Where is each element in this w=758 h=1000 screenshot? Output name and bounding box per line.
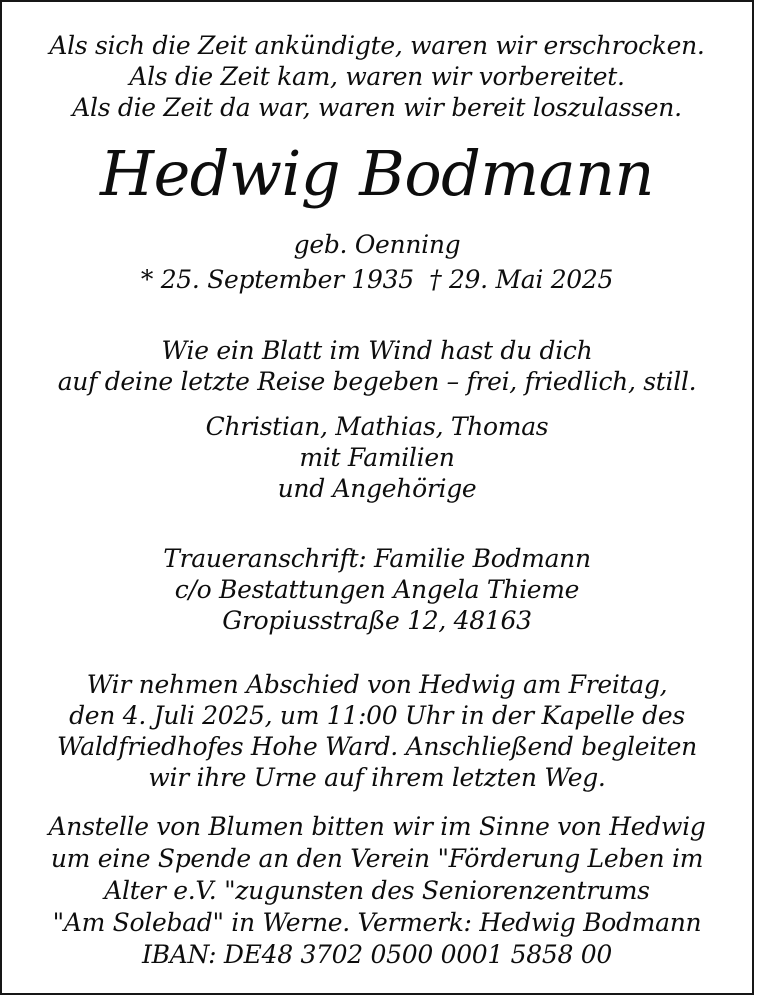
mourners-line: und Angehörige: [277, 474, 477, 503]
donation-note-line: IBAN: DE48 3702 0500 0001 5858 00: [142, 940, 612, 969]
funeral-announcement-line: Wir nehmen Abschied von Hedwig am Freitag,: [86, 670, 668, 699]
life-dates: * 25. September 1935 † 29. Mai 2025: [140, 265, 614, 294]
donation-note-line: "Am Solebad" in Werne. Vermerk: Hedwig Bodmann: [52, 908, 702, 937]
condolence-address: [2, 543, 752, 636]
farewell-verse-line: auf deine letzte Reise begeben – frei, friedlich, still.: [57, 367, 697, 396]
funeral-announcement: [2, 669, 752, 793]
donation-note: [2, 811, 752, 971]
condolence-address-line: c/o Bestattungen Angela Thieme: [174, 575, 580, 604]
opening-verse-line: Als die Zeit kam, waren wir vorbereitet.: [129, 62, 625, 91]
donation-note-line: Alter e.V. "zugunsten des Seniorenzentrums: [104, 876, 650, 905]
farewell-verse-line: Wie ein Blatt im Wind hast du dich: [161, 336, 593, 365]
birth-name: geb. Oenning: [293, 230, 461, 259]
mourners-line: Christian, Mathias, Thomas: [205, 412, 549, 441]
opening-verse-line: Als sich die Zeit ankündigte, waren wir erschrocken.: [49, 31, 705, 60]
condolence-address-line: Gropiusstraße 12, 48163: [222, 606, 532, 635]
condolence-address-line: Traueranschrift: Familie Bodmann: [163, 544, 591, 573]
funeral-announcement-line: Waldfriedhofes Hohe Ward. Anschließend begleiten: [57, 732, 697, 761]
opening-verse: [2, 30, 752, 123]
mourners-list: [2, 411, 752, 504]
donation-note-line: um eine Spende an den Verein "Förderung Leben im: [50, 844, 704, 873]
funeral-announcement-line: den 4. Juli 2025, um 11:00 Uhr in der Kapelle des: [69, 701, 685, 730]
farewell-verse: [2, 335, 752, 397]
donation-note-line: Anstelle von Blumen bitten wir im Sinne von Hedwig: [48, 812, 706, 841]
funeral-announcement-line: wir ihre Urne auf ihrem letzten Weg.: [148, 763, 606, 792]
deceased-name: Hedwig Bodmann: [100, 137, 654, 210]
mourners-line: mit Familien: [299, 443, 455, 472]
opening-verse-line: Als die Zeit da war, waren wir bereit loszulassen.: [72, 93, 682, 122]
